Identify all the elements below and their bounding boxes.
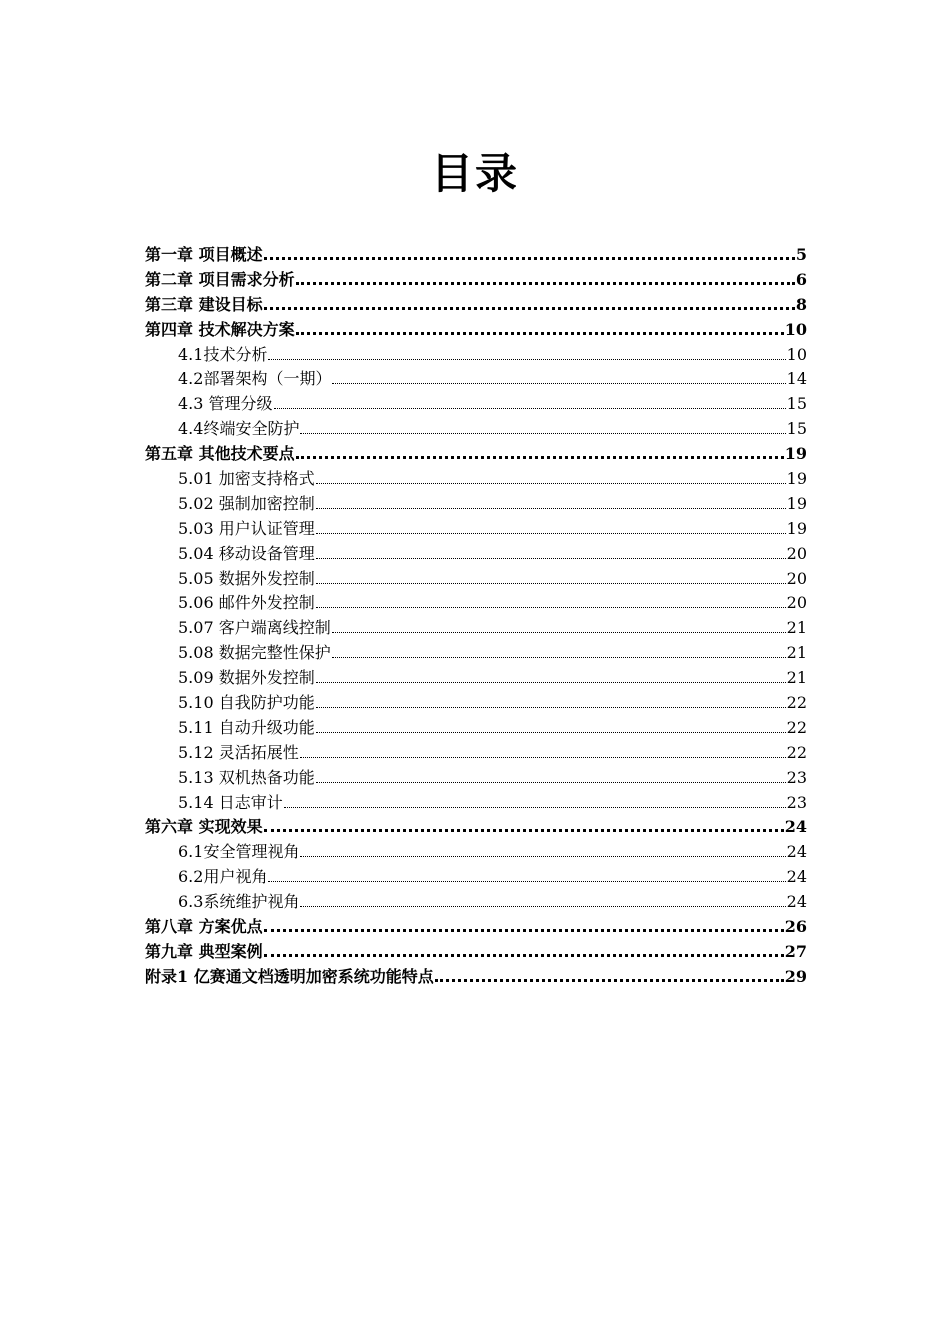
- toc-chapter-entry[interactable]: [145, 293, 807, 318]
- toc-entry-label: 第四章 技术解决方案: [145, 319, 295, 339]
- toc-dot-leader: [332, 657, 786, 658]
- toc-section-entry[interactable]: [145, 343, 807, 368]
- toc-dot-leader: [316, 583, 786, 584]
- toc-dot-leader: [435, 979, 784, 982]
- toc-dot-leader: [316, 707, 786, 708]
- toc-entry-label: 5.04 移动设备管理: [178, 543, 315, 563]
- toc-entry-label: 5.12 灵活拓展性: [178, 742, 299, 762]
- toc-chapter-entry[interactable]: [145, 815, 807, 840]
- toc-dot-leader: [264, 257, 795, 260]
- toc-page-number: 21: [786, 643, 807, 663]
- toc-dot-leader: [316, 533, 786, 534]
- toc-page-number: 6: [795, 269, 807, 289]
- toc-page-number: 24: [784, 817, 807, 837]
- toc-dot-leader: [296, 456, 784, 459]
- toc-entry-label: 5.09 数据外发控制: [178, 668, 315, 688]
- toc-page-number: 14: [786, 369, 807, 389]
- toc-page-number: 26: [784, 917, 807, 937]
- toc-page-number: 19: [786, 518, 807, 538]
- toc-section-entry[interactable]: [145, 616, 807, 641]
- toc-entry-label: 4.2部署架构（一期）: [178, 369, 332, 389]
- toc-page-number: 23: [786, 767, 807, 787]
- toc-page-number: 24: [786, 892, 807, 912]
- toc-entry-label: 5.13 双机热备功能: [178, 767, 315, 787]
- toc-dot-leader: [296, 282, 795, 285]
- toc-entry-label: 4.3 管理分级: [178, 394, 273, 414]
- toc-dot-leader: [300, 906, 785, 907]
- toc-page-number: 19: [784, 444, 807, 464]
- toc-section-entry[interactable]: [145, 766, 807, 791]
- toc-dot-leader: [296, 332, 784, 335]
- toc-entry-label: 第六章 实现效果: [145, 817, 263, 837]
- toc-page-number: 19: [786, 469, 807, 489]
- toc-chapter-entry[interactable]: [145, 318, 807, 343]
- toc-entry-label: 5.01 加密支持格式: [178, 469, 315, 489]
- page-title: 目录: [430, 149, 519, 198]
- toc-page-number: 27: [784, 941, 807, 961]
- toc-entry-label: 5.11 自动升级功能: [178, 717, 315, 737]
- toc-section-entry[interactable]: [145, 691, 807, 716]
- toc-page-number: 15: [786, 394, 807, 414]
- toc-page-number: 22: [786, 717, 807, 737]
- toc-page-number: 22: [786, 693, 807, 713]
- toc-section-entry[interactable]: [145, 591, 807, 616]
- toc-dot-leader: [284, 807, 786, 808]
- toc-dot-leader: [264, 929, 784, 932]
- toc-page-number: 29: [784, 966, 807, 986]
- toc-section-entry[interactable]: [145, 666, 807, 691]
- toc-entry-label: 第三章 建设目标: [145, 294, 263, 314]
- toc-entry-label: 6.3系统维护视角: [178, 892, 300, 912]
- toc-dot-leader: [316, 558, 786, 559]
- toc-dot-leader: [264, 307, 795, 310]
- toc-section-entry[interactable]: [145, 641, 807, 666]
- toc-entry-label: 第五章 其他技术要点: [145, 444, 295, 464]
- toc-dot-leader: [300, 433, 785, 434]
- toc-dot-leader: [264, 954, 784, 957]
- toc-entry-label: 5.05 数据外发控制: [178, 568, 315, 588]
- toc-section-entry[interactable]: [145, 517, 807, 542]
- toc-entry-label: 5.08 数据完整性保护: [178, 643, 331, 663]
- toc-section-entry[interactable]: [145, 741, 807, 766]
- toc-dot-leader: [316, 607, 786, 608]
- toc-entry-label: 5.03 用户认证管理: [178, 518, 315, 538]
- toc-page-number: 24: [786, 842, 807, 862]
- toc-page-number: 8: [795, 294, 807, 314]
- toc-page-number: 22: [786, 742, 807, 762]
- toc-dot-leader: [316, 508, 786, 509]
- toc-dot-leader: [316, 483, 786, 484]
- toc-section-entry[interactable]: [145, 492, 807, 517]
- toc-chapter-entry[interactable]: [145, 940, 807, 965]
- toc-page-number: 10: [786, 344, 807, 364]
- toc-page-number: 15: [786, 419, 807, 439]
- toc-page-number: 24: [786, 867, 807, 887]
- toc-section-entry[interactable]: [145, 542, 807, 567]
- toc-chapter-entry[interactable]: [145, 442, 807, 467]
- toc-section-entry[interactable]: [145, 392, 807, 417]
- toc-entry-label: 附录1 亿赛通文档透明加密系统功能特点: [145, 966, 434, 986]
- toc-entry-label: 第二章 项目需求分析: [145, 269, 295, 289]
- toc-entry-label: 5.10 自我防护功能: [178, 693, 315, 713]
- toc-chapter-entry[interactable]: [145, 268, 807, 293]
- table-of-contents: [145, 243, 807, 990]
- toc-section-entry[interactable]: [145, 367, 807, 392]
- toc-section-entry[interactable]: [145, 865, 807, 890]
- toc-page-number: 5: [795, 245, 807, 264]
- toc-dot-leader: [300, 856, 785, 857]
- toc-entry-label: 第八章 方案优点: [145, 917, 263, 937]
- toc-entry-label: 4.1技术分析: [178, 344, 268, 364]
- toc-chapter-entry[interactable]: [145, 965, 807, 990]
- toc-entry-label: 5.06 邮件外发控制: [178, 593, 315, 613]
- toc-dot-leader: [268, 881, 785, 882]
- toc-dot-leader: [332, 383, 785, 384]
- toc-section-entry[interactable]: [145, 840, 807, 865]
- toc-entry-label: 第九章 典型案例: [145, 941, 263, 961]
- toc-dot-leader: [316, 782, 786, 783]
- toc-dot-leader: [264, 829, 784, 832]
- toc-entry-label: 5.14 日志审计: [178, 792, 283, 812]
- toc-entry-label: 6.1安全管理视角: [178, 842, 300, 862]
- toc-dot-leader: [268, 359, 785, 360]
- toc-section-entry[interactable]: [145, 716, 807, 741]
- toc-page-number: 21: [786, 618, 807, 638]
- toc-page-number: 10: [784, 319, 807, 339]
- toc-section-entry[interactable]: [145, 417, 807, 442]
- toc-dot-leader: [274, 408, 786, 409]
- toc-section-entry[interactable]: [145, 890, 807, 915]
- toc-dot-leader: [332, 632, 786, 633]
- toc-page-number: 20: [786, 593, 807, 613]
- toc-entry-label: 5.07 客户端离线控制: [178, 618, 331, 638]
- toc-entry-label: 4.4终端安全防护: [178, 419, 300, 439]
- toc-section-entry[interactable]: [145, 567, 807, 592]
- toc-page-number: 23: [786, 792, 807, 812]
- toc-page-number: 20: [786, 568, 807, 588]
- toc-page-number: 19: [786, 493, 807, 513]
- toc-section-entry[interactable]: [145, 791, 807, 816]
- toc-dot-leader: [316, 682, 786, 683]
- toc-dot-leader: [300, 757, 786, 758]
- toc-entry-label: 6.2用户视角: [178, 867, 268, 887]
- toc-chapter-entry[interactable]: [145, 915, 807, 940]
- toc-dot-leader: [316, 732, 786, 733]
- toc-page-number: 20: [786, 543, 807, 563]
- toc-section-entry[interactable]: [145, 467, 807, 492]
- toc-chapter-entry[interactable]: [145, 243, 807, 268]
- toc-entry-label: 5.02 强制加密控制: [178, 493, 315, 513]
- toc-page-number: 21: [786, 668, 807, 688]
- toc-entry-label: 第一章 项目概述: [145, 245, 263, 264]
